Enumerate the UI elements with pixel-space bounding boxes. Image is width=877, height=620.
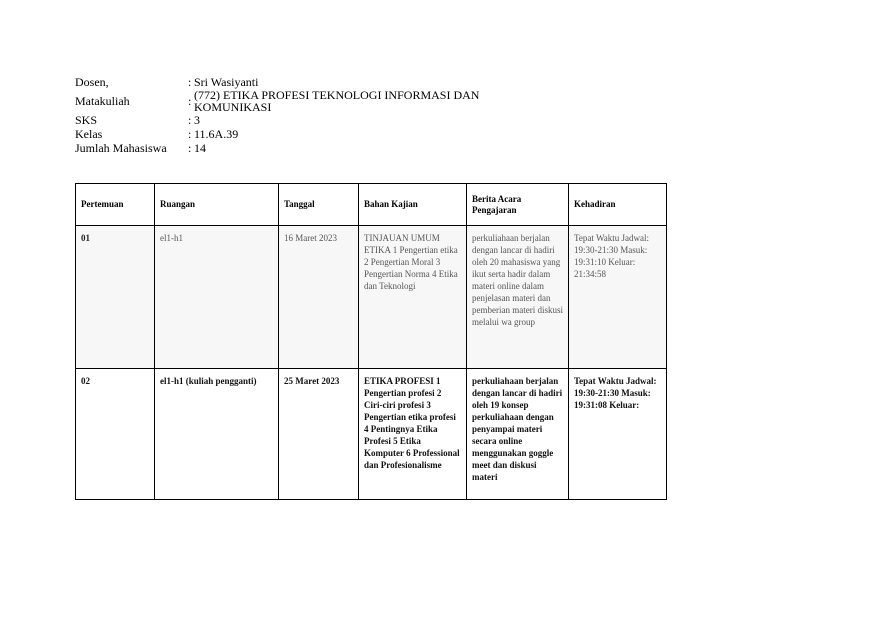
info-row-dosen: [75, 75, 515, 89]
cell-ruangan: el1-h1 (kuliah pengganti): [155, 369, 279, 500]
info-value: (772) ETIKA PROFESI TEKNOLOGI INFORMASI DAN KOMUNIKASI: [194, 88, 480, 114]
info-row-jumlah-mahasiswa: [75, 141, 515, 155]
cell-kehadiran: Tepat Waktu Jadwal: 19:30-21:30 Masuk: 19:31:10 Keluar: 21:34:58: [569, 226, 667, 369]
info-label: Matakuliah: [75, 94, 130, 108]
cell-kehadiran: Tepat Waktu Jadwal: 19:30-21:30 Masuk: 19:31:08 Keluar:: [569, 369, 667, 500]
cell-bahan-kajian: ETIKA PROFESI 1 Pengertian profesi 2 Ciri-ciri profesi 3 Pengertian etika profesi 4 Pentingnya Etika Profesi 5 Etika Komputer 6 Professional dan Profesionalisme: [359, 369, 467, 500]
info-label: Dosen,: [75, 75, 109, 89]
info-label: Kelas: [75, 127, 103, 141]
info-separator: :: [188, 94, 192, 108]
info-separator: :: [188, 141, 192, 155]
table-row: [76, 369, 667, 500]
cell-bahan-kajian: TINJAUAN UMUM ETIKA 1 Pengertian etika 2 Pengertian Moral 3 Pengertian Norma 4 Etika dan Teknologi: [359, 226, 467, 369]
course-info: [75, 75, 515, 155]
info-value: Sri Wasiyanti: [194, 75, 259, 89]
info-separator: :: [188, 113, 192, 127]
header-berita-acara: Berita Acara Pengajaran: [467, 184, 569, 226]
header-bahan-kajian: Bahan Kajian: [359, 184, 467, 226]
info-row-matakuliah: [75, 89, 515, 113]
header-tanggal: Tanggal: [279, 184, 359, 226]
cell-berita-acara: perkuliahaan berjalan dengan lancar di hadiri oleh 19 konsep perkuliahaan dengan penyampai materi secara online menggunakan goggle meet dan diskusi materi: [467, 369, 569, 500]
cell-tanggal: 16 Maret 2023: [279, 226, 359, 369]
cell-ruangan: el1-h1: [155, 226, 279, 369]
table-header-row: [76, 184, 667, 226]
table-row: [76, 226, 667, 369]
meetings-table: [75, 183, 667, 500]
cell-tanggal: 25 Maret 2023: [279, 369, 359, 500]
info-row-sks: [75, 113, 515, 127]
header-ruangan: Ruangan: [155, 184, 279, 226]
cell-pertemuan: 01: [76, 226, 155, 369]
cell-pertemuan: 02: [76, 369, 155, 500]
info-separator: :: [188, 75, 192, 89]
header-pertemuan: Pertemuan: [76, 184, 155, 226]
info-value: 11.6A.39: [194, 127, 239, 141]
info-value: 3: [194, 113, 200, 127]
info-label: SKS: [75, 113, 98, 127]
cell-berita-acara: perkuliahaan berjalan dengan lancar di hadiri oleh 20 mahasiswa yang ikut serta hadir dalam materi online dalam penjelasan materi dan pemberian materi diskusi melalui wa group: [467, 226, 569, 369]
header-kehadiran: Kehadiran: [569, 184, 667, 226]
info-row-kelas: [75, 127, 515, 141]
info-separator: :: [188, 127, 192, 141]
info-value: 14: [194, 141, 206, 155]
info-label: Jumlah Mahasiswa: [75, 141, 167, 155]
